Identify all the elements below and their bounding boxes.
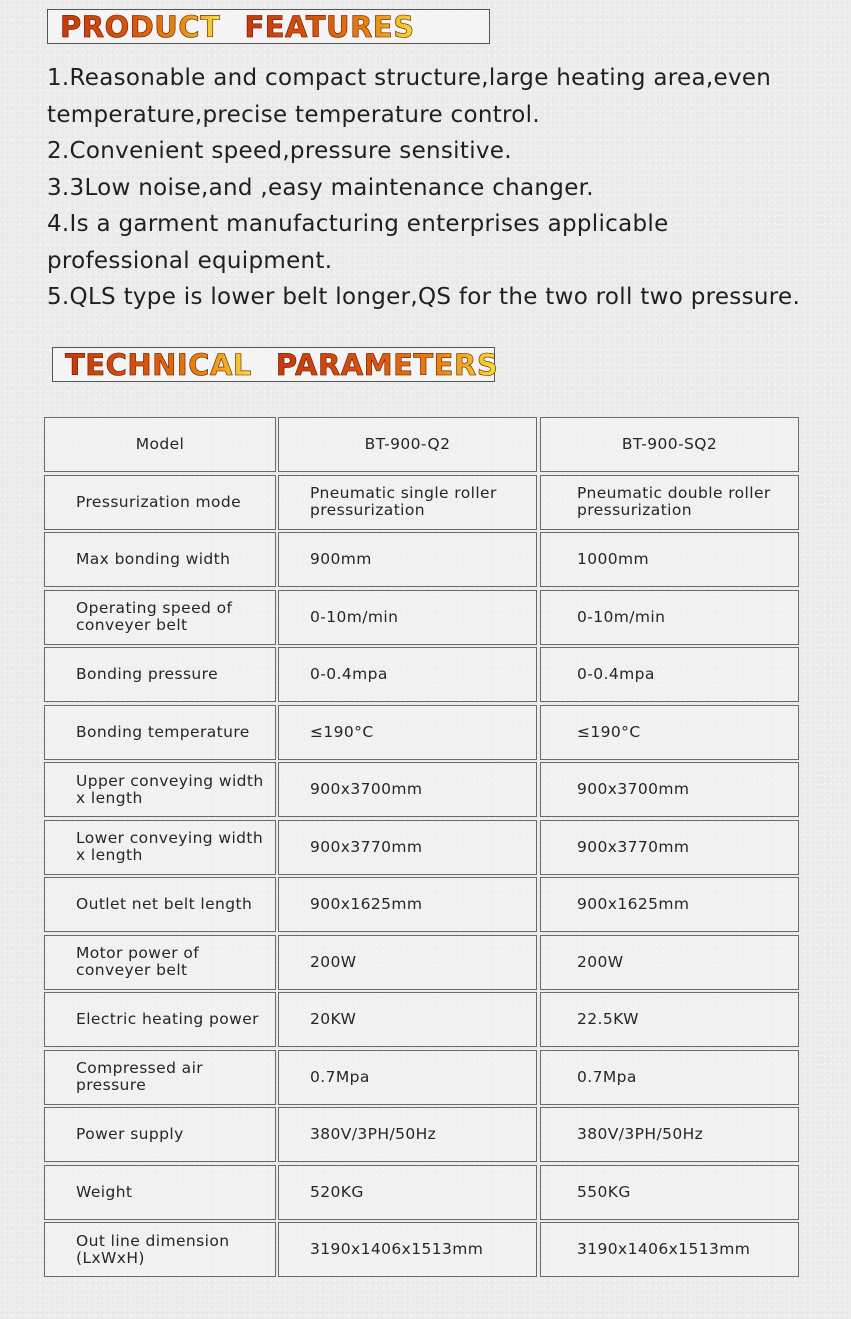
- table-cell: [278, 705, 537, 760]
- cell-text: 3190x1406x1513mm: [577, 1240, 751, 1258]
- feature-line: 3.3Low noise,and ,easy maintenance changer.: [47, 174, 594, 201]
- cell-text: Bonding pressure: [76, 665, 219, 683]
- cell-text: 900x3700mm: [310, 780, 423, 798]
- table-cell: [44, 647, 276, 702]
- cell-text: Upper conveying width x length: [76, 771, 264, 807]
- table-cell: [278, 532, 537, 587]
- cell-text: 520KG: [310, 1182, 364, 1201]
- cell-text: Power supply: [76, 1125, 184, 1143]
- title-word: FEATURES: [244, 10, 415, 44]
- table-cell: [540, 705, 799, 760]
- table-cell: [44, 1050, 276, 1105]
- feature-line: 5.QLS type is lower belt longer,QS for the two roll two pressure.: [47, 284, 801, 310]
- table-cell: [44, 705, 276, 760]
- cell-text: Outlet net belt length: [76, 895, 253, 913]
- cell-text: Pneumatic double roller pressurization: [577, 484, 771, 519]
- cell-text: 200W: [577, 952, 624, 971]
- table-cell: [278, 992, 537, 1047]
- cell-text: 900x3700mm: [577, 780, 690, 798]
- title-word: TECHNICAL: [65, 348, 252, 382]
- table-cell: [44, 590, 276, 645]
- header-cell-text: BT-900-SQ2: [621, 435, 718, 453]
- cell-text: 0-10m/min: [310, 607, 399, 626]
- table-cell: [540, 992, 799, 1047]
- table-cell: [540, 475, 799, 530]
- cell-text: 900mm: [310, 550, 372, 568]
- cell-text: 0.7Mpa: [310, 1067, 370, 1086]
- cell-text: 900x1625mm: [310, 895, 423, 913]
- feature-line: 4.Is a garment manufacturing enterprises applicable: [47, 211, 669, 237]
- table-cell: [278, 877, 537, 932]
- cell-text: Out line dimension (LxWxH): [76, 1231, 230, 1267]
- table-cell: [44, 762, 276, 817]
- table-cell: [44, 1165, 276, 1220]
- table-cell: [278, 762, 537, 817]
- table-cell: [278, 1165, 537, 1220]
- table-cell: [44, 935, 276, 990]
- cell-text: 900x3770mm: [577, 837, 690, 856]
- cell-text: Weight: [76, 1182, 133, 1201]
- table-cell: [540, 590, 799, 645]
- table-cell: [540, 762, 799, 817]
- title-word: PRODUCT: [60, 10, 221, 44]
- cell-text: Operating speed of conveyer belt: [76, 599, 233, 634]
- cell-text: Pneumatic single roller pressurization: [310, 484, 497, 519]
- header-cell: [540, 417, 799, 472]
- table-cell: [44, 532, 276, 587]
- cell-text: ≤190°C: [310, 722, 374, 741]
- table-cell: [278, 590, 537, 645]
- cell-text: Compressed air pressure: [76, 1059, 204, 1094]
- cell-text: Motor power of conveyer belt: [76, 944, 200, 979]
- table-cell: [540, 820, 799, 875]
- table-cell: [44, 992, 276, 1047]
- table-cell: [278, 1107, 537, 1162]
- table-cell: [278, 475, 537, 530]
- feature-line: professional equipment.: [47, 247, 333, 274]
- cell-text: 550KG: [577, 1182, 631, 1201]
- table-cell: [44, 820, 276, 875]
- cell-text: 900x1625mm: [577, 895, 690, 913]
- features-list: [47, 60, 837, 316]
- product-features-title: [47, 9, 490, 44]
- cell-text: 0-0.4mpa: [577, 665, 655, 683]
- cell-text: Lower conveying width x length: [76, 829, 264, 864]
- cell-text: 22.5KW: [577, 1010, 639, 1028]
- table-cell: [540, 532, 799, 587]
- cell-text: 3190x1406x1513mm: [310, 1240, 484, 1258]
- cell-text: 20KW: [310, 1010, 357, 1028]
- table-cell: [540, 1165, 799, 1220]
- table-cell: [278, 935, 537, 990]
- table-cell: [540, 647, 799, 702]
- table-cell: [540, 1222, 799, 1277]
- cell-text: Pressurization mode: [76, 492, 242, 511]
- header-cell-text: Model: [135, 435, 185, 453]
- table-cell: [278, 1050, 537, 1105]
- cell-text: 0-0.4mpa: [310, 665, 388, 683]
- table-cell: [44, 1222, 276, 1277]
- cell-text: ≤190°C: [577, 722, 641, 741]
- cell-text: Electric heating power: [76, 1010, 259, 1028]
- cell-text: 200W: [310, 952, 357, 971]
- feature-line: temperature,precise temperature control.: [47, 101, 540, 128]
- table-cell: [540, 1050, 799, 1105]
- table-cell: [44, 877, 276, 932]
- table-cell: [44, 475, 276, 530]
- cell-text: Max bonding width: [76, 550, 231, 568]
- table-cell: [540, 1107, 799, 1162]
- table-cell: [540, 877, 799, 932]
- table-cell: [278, 820, 537, 875]
- cell-text: 380V/3PH/50Hz: [577, 1125, 704, 1143]
- header-cell: [44, 417, 276, 472]
- header-cell: [278, 417, 537, 472]
- feature-line: 1.Reasonable and compact structure,large heating area,even: [47, 65, 772, 91]
- cell-text: 900x3770mm: [310, 837, 423, 856]
- cell-text: 0-10m/min: [577, 607, 666, 626]
- table-cell: [278, 1222, 537, 1277]
- table-cell: [44, 1107, 276, 1162]
- cell-text: Bonding temperature: [76, 722, 250, 741]
- table-cell: [278, 647, 537, 702]
- cell-text: 380V/3PH/50Hz: [310, 1125, 437, 1143]
- technical-parameters-title: [52, 347, 499, 382]
- feature-line: 2.Convenient speed,pressure sensitive.: [47, 138, 512, 164]
- cell-text: 0.7Mpa: [577, 1067, 637, 1086]
- table-cell: [540, 935, 799, 990]
- cell-text: 1000mm: [577, 550, 650, 568]
- header-cell-text: BT-900-Q2: [364, 435, 451, 453]
- title-word: PARAMETERS: [275, 348, 499, 382]
